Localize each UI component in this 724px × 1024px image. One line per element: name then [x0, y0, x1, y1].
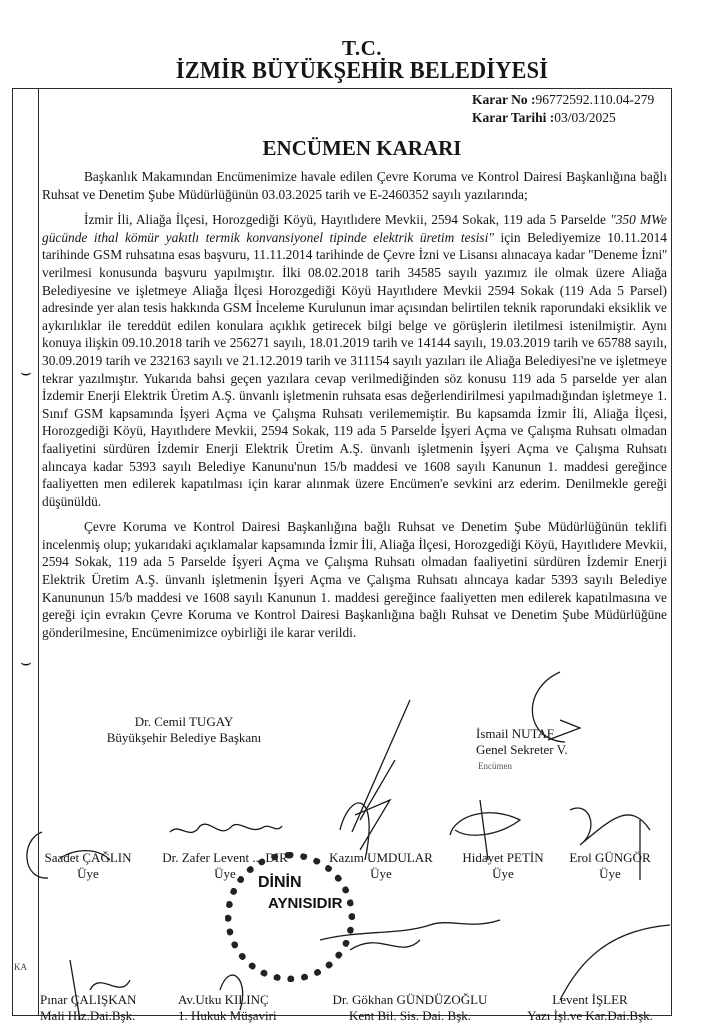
member-name: Dr. Zafer Levent ... DIR	[162, 850, 288, 865]
member-name: Kazım UMDULAR	[329, 850, 433, 865]
signature-official-4	[510, 992, 670, 1024]
official-stamp	[225, 852, 355, 982]
document-title: ENCÜMEN KARARI	[262, 136, 462, 160]
margin-initials: KA	[14, 962, 27, 972]
margin-mark-icon: ⌣	[20, 362, 32, 382]
official-name: Levent İŞLER	[552, 992, 628, 1007]
official-name: Pınar ÇALIŞKAN	[40, 992, 137, 1007]
member-name: Saadet ÇAĞLIN	[44, 850, 132, 865]
secretary-note: Encümen	[478, 761, 512, 771]
signature-official-3	[320, 992, 500, 1024]
karar-tarihi-label: Karar Tarihi :	[472, 110, 555, 125]
president-name: Dr. Cemil TUGAY	[134, 714, 234, 729]
signature-official-1	[40, 992, 150, 1024]
member-title: Üye	[370, 866, 392, 881]
member-title: Üye	[214, 866, 236, 881]
official-title: Mali Hiz.Dai.Bşk.	[40, 1008, 136, 1023]
official-name: Av.Utku KILINÇ	[178, 992, 269, 1007]
body-text	[42, 168, 667, 641]
secretary-title: Genel Sekreter V.	[476, 742, 568, 757]
paragraph-details-rest: için Belediyemize 10.11.2014 tarihinde GSM ruhsatına esas başvuru, 11.11.2014 tarihinde de Çevre İzni ve Lisansı alınacaya kadar ''Deneme İzni'' verilmesi konusunda başvuru yapılmıştır. İlki 08.02.2018 tarih 34585 sayılı yazımız ile olmak üzere Aliağa Belediyesine ve işletmeye Aliağa İlçesi Horozgediği Köyü Hayıtlıdere Mevkii 2594 Sokak (119 Ada 5 Parsel) adresinde yer alan tesis hakkında GSM İnceleme Kurulunun imar açısından belirtilen teknik raporundaki eksiklik ve aykırılıklar ile tereddüt edilen konulara açıklık getirecek bilgi belge ve görüşlerin iletilmesi istenilmiştir. Aynı konuya ilişkin 09.10.2018 tarih ve 256271 sayılı, 18.01.2019 tarih ve 14144 sayılı, 19.03.2019 tarih ve 65788 sayılı, 30.09.2019 tarih ve 232163 sayılı ve 21.12.2019 tarih ve 311154 sayılı yazıları ile Aliağa Belediyesi'ne ve işletmeye tekrar yazılmıştır. Yukarıda bahsi geçen yazılara cevap verilmediğinden söz konusu 119 ada 5 parselde yer alan İzdemir Enerji Elektrik Üretim A.Ş. ünvanlı işletmenin ruhsata esas değerlendirilmesi yapılmadığından işletmeye 1. Sınıf GSM kapsamında İşyeri Açma ve Çalışma Ruhsatı verilememiştir. Bu kapsamda İzmir İli, Aliağa İlçesi, Horozgediği Köyü, Hayıtlıdere Mevkii, 2594 Sokak, 119 ada 5 Parselde İşyeri Açma ve Çalışma Ruhsatı olmadan faaliyetini sürdüren İzdemir Enerji Elektrik Üretim A.Ş. ünvanlı işletmenin İşyeri Açma ve Çalışma Ruhsatı alıncaya kadar 5393 sayılı Belediye Kanunu'nun 15/b maddesi ve 1608 sayılı Kanunun 1. maddesi gereğince faaliyetten men edilerek kapatılması için karar alınmak üzere Encümen'e sevkini arz ederim. Denilmekle gereği düşünüldü.	[42, 229, 668, 509]
karar-tarihi-value: 03/03/2025	[554, 110, 616, 125]
member-name: Hidayet PETİN	[462, 850, 544, 865]
member-title: Üye	[599, 866, 621, 881]
margin-mark-icon: ⌣	[20, 652, 32, 672]
signature-secretary	[476, 726, 568, 774]
member-name: Erol GÜNGÖR	[569, 850, 651, 865]
signature-member-4	[448, 850, 558, 882]
official-title: Kent Bil. Sis. Dai. Bşk.	[348, 1008, 472, 1023]
karar-tarihi	[472, 110, 616, 126]
paragraph-details-start: İzmir İli, Aliağa İlçesi, Horozgediği Köyü, Hayıtlıdere Mevkii, 2594 Sokak, 119 ada 5 Parselde	[84, 212, 611, 228]
paragraph-details	[42, 211, 667, 510]
facility-description: "350 MWe gücünde ithal kömür yakıtlı termik konvansiyonel tipinde elektrik üretim tesisi"	[42, 212, 667, 245]
signature-official-2	[178, 992, 288, 1024]
president-title: Büyükşehir Belediye Başkanı	[106, 730, 262, 745]
karar-no-label: Karar No :	[472, 92, 536, 107]
karar-no-value: 96772592.110.04-279	[535, 92, 655, 107]
signature-member-5	[560, 850, 660, 882]
stamp-text-line2: AYNISIDIR	[268, 895, 343, 912]
member-title: Üye	[77, 866, 99, 881]
secretary-name: İsmail NUTAF	[476, 726, 555, 741]
signature-president	[84, 714, 284, 746]
stamp-text-line1: DİNİN	[258, 874, 302, 891]
paragraph-intro: Başkanlık Makamından Encümenimize havale edilen Çevre Koruma ve Kontrol Dairesi Başkanlığına bağlı Ruhsat ve Denetim Şube Müdürlüğünün 03.03.2025 tarih ve E-2460352 sayılı yazılarında;	[42, 169, 667, 202]
official-title: Yazı İşl.ve Kar.Dai.Bşk.	[527, 1008, 653, 1023]
paragraph-decision: Çevre Koruma ve Kontrol Dairesi Başkanlığına bağlı Ruhsat ve Denetim Şube Müdürlüğünün teklifi incelenmiş olup; yukarıdaki açıklamalar kapsamında İzmir İli, Aliağa İlçesi, Horozgediği Köyü, Hayıtlıdere Mevkii, 2594 Sokak, 119 ada 5 Parselde İşyeri Açma ve Çalışma Ruhsatı olmadan faaliyetini sürdüren İzdemir Enerji Elektrik Üretim A.Ş. ünvanlı işletmenin İşyeri Açma ve Çalışma Ruhsatı alıncaya kadar 5393 sayılı Belediye Kanununun 15/b maddesi ve 1608 sayılı Kanunun 1. maddesi gereğince faaliyetten men edilerek kapatılmasına ve gereği için evrakın Çevre Koruma ve Kontrol Dairesi Başkanlığına bağlı Ruhsat ve Denetim Şube Müdürlüğüne gönderilmesine, Encümenimizce oybirliği ile karar verildi.	[42, 519, 667, 640]
karar-no	[472, 92, 654, 108]
official-name: Dr. Gökhan GÜNDÜZOĞLU	[332, 992, 488, 1007]
member-title: Üye	[492, 866, 514, 881]
header-organization: İZMİR BÜYÜKŞEHİR BELEDİYESİ	[175, 58, 549, 84]
official-title: 1. Hukuk Müşaviri	[178, 1008, 277, 1023]
header-tc: T.C.	[341, 36, 383, 60]
signature-member-1	[36, 850, 140, 882]
